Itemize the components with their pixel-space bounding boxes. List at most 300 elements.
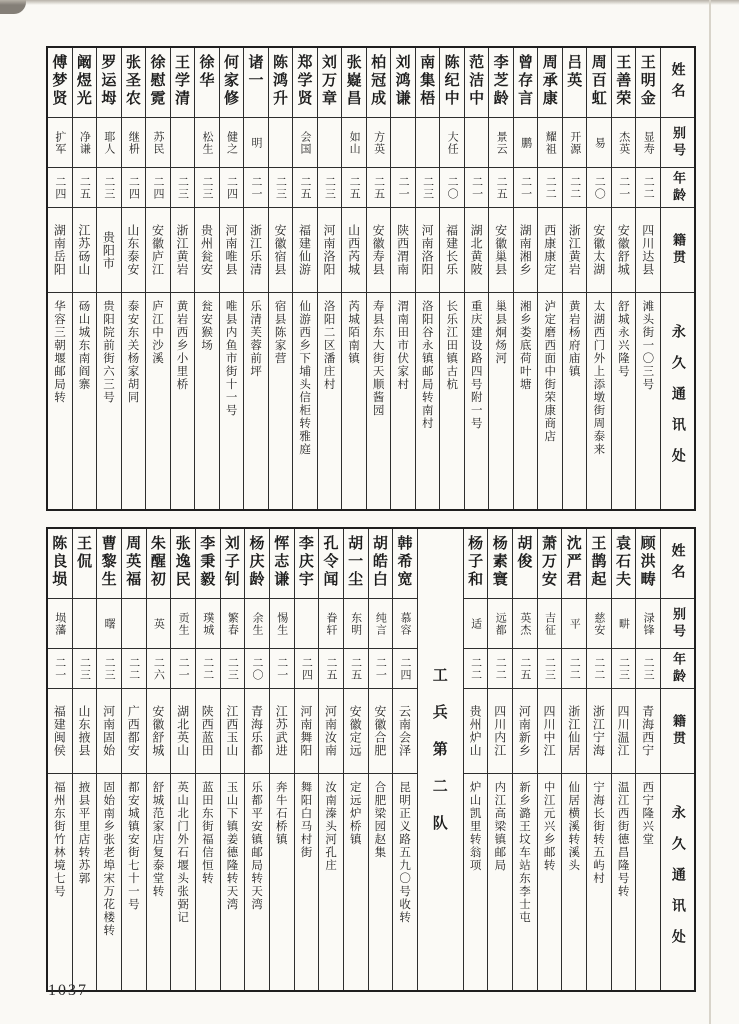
person-name: 李芝龄: [489, 48, 513, 118]
person-name: 曾存言: [514, 48, 538, 118]
person-column: [611, 48, 636, 509]
person-alias: 易: [587, 118, 611, 168]
person-native-place: 四川内江: [488, 689, 512, 774]
person-alias: 畊: [612, 599, 636, 649]
person-age: 二五: [342, 168, 366, 208]
person-name: 恽志谦: [270, 529, 294, 599]
person-native-place: 陕西渭南: [391, 208, 415, 293]
person-address: 奔牛石桥镇: [274, 781, 289, 846]
person-alias: 平: [562, 599, 586, 649]
person-alias: 眷轩: [319, 599, 343, 649]
person-age: 二一: [171, 649, 195, 689]
person-alias: 方英: [367, 118, 391, 168]
person-column: [72, 48, 97, 509]
person-name: 吕英: [563, 48, 587, 118]
person-age: 二二: [587, 649, 611, 689]
person-address: 新乡潞王坟车站东李士屯: [517, 781, 532, 924]
person-column: [243, 48, 268, 509]
person-column: [318, 529, 343, 990]
person-column: [537, 529, 562, 990]
person-name: 孔令闻: [319, 529, 343, 599]
person-native-place: 河南洛阳: [416, 208, 440, 293]
person-native-place: 青海西宁: [636, 689, 660, 774]
person-native-place: 江苏武进: [270, 689, 294, 774]
person-age: 二三: [612, 649, 636, 689]
person-address: 炉山凯里转翁项: [468, 781, 483, 872]
person-native-place: 山西芮城: [342, 208, 366, 293]
person-alias: 继枡: [122, 118, 146, 168]
person-alias: [295, 599, 319, 649]
person-age: 二一: [514, 168, 538, 208]
person-address: 温江西街德昌隆号转: [616, 781, 631, 898]
person-native-place: 河南汝南: [319, 689, 343, 774]
person-address: 洛阳二区潘庄村: [322, 300, 337, 391]
person-alias: 渌锋: [636, 599, 660, 649]
person-address: 乐清芙蓉前坪: [249, 300, 264, 378]
person-alias: [465, 118, 489, 168]
person-age: 二五: [73, 168, 97, 208]
person-native-place: 福建仙游: [293, 208, 317, 293]
header-native: 籍贯: [661, 689, 694, 774]
person-name: 顾洪畴: [636, 529, 660, 599]
section-divider: [417, 529, 463, 990]
scan-edge-right: [709, 0, 711, 1024]
person-column: [586, 48, 611, 509]
person-address: 巢县炯炀河: [494, 300, 509, 365]
person-column: [170, 48, 195, 509]
person-native-place: 四川达县: [636, 208, 660, 293]
person-native-place: 陕西蓝田: [196, 689, 220, 774]
person-address: 中江元兴乡邮转: [542, 781, 557, 872]
person-name: 张圣农: [122, 48, 146, 118]
person-native-place: 安徽宿县: [269, 208, 293, 293]
person-alias: 远都: [488, 599, 512, 649]
person-address: 西宁隆兴堂: [641, 781, 656, 846]
person-column: [96, 48, 121, 509]
person-address: 重庆建设路四号附一号: [469, 300, 484, 430]
person-address: 瓮安猴场: [200, 300, 215, 352]
person-native-place: 湖北英山: [171, 689, 195, 774]
person-native-place: 安徽太湖: [587, 208, 611, 293]
person-age: 二四: [220, 168, 244, 208]
person-age: 二四: [393, 649, 417, 689]
person-age: 二三: [538, 649, 562, 689]
person-alias: 英: [147, 599, 171, 649]
person-native-place: 湖北黄陂: [465, 208, 489, 293]
person-alias: 璞城: [196, 599, 220, 649]
person-native-place: 湖南湘乡: [514, 208, 538, 293]
person-name: 杨子和: [464, 529, 488, 599]
person-name: 王善荣: [612, 48, 636, 118]
person-alias: 曙: [97, 599, 121, 649]
person-address: 长乐江田镇古杭: [445, 300, 460, 391]
person-column: [415, 48, 440, 509]
person-name: 周百虹: [587, 48, 611, 118]
person-address: 宿县陈家营: [273, 300, 288, 365]
person-name: 王明金: [636, 48, 660, 118]
person-column: [145, 48, 170, 509]
person-column: [244, 529, 269, 990]
person-address: 合肥梁园赵集: [373, 781, 388, 859]
person-age: 二四: [295, 649, 319, 689]
person-age: 二一: [612, 168, 636, 208]
table-columns: [48, 48, 694, 509]
person-age: 二五: [367, 168, 391, 208]
person-column: [195, 529, 220, 990]
person-alias: 松生: [195, 118, 219, 168]
person-native-place: 安徽舒城: [147, 689, 171, 774]
person-address: 太湖西门外上添墩街周泰来: [592, 300, 607, 456]
person-address: 固始南乡张老埠宋万花楼转: [102, 781, 117, 937]
person-address: 福州东街竹林境七号: [52, 781, 67, 898]
person-alias: 鹏: [514, 118, 538, 168]
person-name: 陈良埙: [48, 529, 72, 599]
person-name: 胡皓白: [369, 529, 393, 599]
person-name: 南集梧: [416, 48, 440, 118]
person-native-place: 浙江黄岩: [563, 208, 587, 293]
person-alias: [73, 599, 97, 649]
person-column: [635, 48, 660, 509]
person-column: [72, 529, 97, 990]
person-name: 胡俊: [513, 529, 537, 599]
person-alias: [391, 118, 415, 168]
person-native-place: 安徽舒城: [612, 208, 636, 293]
person-age: 二一: [48, 649, 72, 689]
person-age: 二〇: [440, 168, 464, 208]
person-column: [366, 48, 391, 509]
person-alias: 纯言: [369, 599, 393, 649]
person-age: 二二: [562, 649, 586, 689]
person-age: 二一: [369, 649, 393, 689]
person-name: 周承康: [538, 48, 562, 118]
person-address: 渭南田市伏家村: [396, 300, 411, 391]
person-alias: 繁春: [221, 599, 245, 649]
person-age: 二二: [464, 649, 488, 689]
person-native-place: 广西都安: [122, 689, 146, 774]
person-native-place: 安徽寿县: [367, 208, 391, 293]
person-name: 张逸民: [171, 529, 195, 599]
person-column: [463, 529, 488, 990]
person-name: 王侃: [73, 529, 97, 599]
person-address: 仙游西乡下埔头信柜转雅庭: [298, 300, 313, 456]
person-name: 韩希宽: [393, 529, 417, 599]
person-column: [96, 529, 121, 990]
person-address: 掖县平里店转苏郭: [77, 781, 92, 885]
header-alias: 别号: [661, 118, 694, 168]
person-age: 二四: [48, 168, 72, 208]
person-age: 二五: [489, 168, 513, 208]
person-address: 黄岩杨府庙镇: [567, 300, 582, 378]
person-name: 刘万章: [318, 48, 342, 118]
person-address: 黄岩西乡小里桥: [175, 300, 190, 391]
person-age: 二二: [122, 649, 146, 689]
person-address: 仙居横溪转溪头: [567, 781, 582, 872]
header-name: 姓名: [661, 529, 694, 599]
person-address: 泸定磨西面中街荣康商店: [543, 300, 558, 443]
person-address: 舒城范家店复泰堂转: [151, 781, 166, 898]
person-column: [343, 529, 368, 990]
person-age: 二一: [465, 168, 489, 208]
person-age: 二三: [73, 649, 97, 689]
person-column: [635, 529, 660, 990]
person-column: [170, 529, 195, 990]
person-alias: 会国: [293, 118, 317, 168]
person-alias: 健之: [220, 118, 244, 168]
person-name: 杨素寰: [488, 529, 512, 599]
person-native-place: 安徽定远: [344, 689, 368, 774]
person-address: 滩头街一〇三号: [641, 300, 656, 391]
person-name: 傅梦贤: [48, 48, 72, 118]
person-age: 二五: [344, 649, 368, 689]
person-native-place: 河南固始: [97, 689, 121, 774]
header-native: 籍贯: [661, 208, 694, 293]
person-age: 二三: [416, 168, 440, 208]
person-alias: 苏民: [146, 118, 170, 168]
person-native-place: 青海乐都: [245, 689, 269, 774]
person-age: 二五: [513, 649, 537, 689]
person-address: 汝南溱头河孔庄: [324, 781, 339, 872]
person-native-place: 河南洛阳: [318, 208, 342, 293]
person-column: [121, 48, 146, 509]
person-alias: 吉征: [538, 599, 562, 649]
person-address: 都安城镇安街七十一号: [126, 781, 141, 911]
person-column: [292, 48, 317, 509]
header-age: 年龄: [661, 168, 694, 208]
person-age: 二二: [538, 168, 562, 208]
person-column: [368, 529, 393, 990]
person-name: 郑学贤: [293, 48, 317, 118]
person-address: 庐江中沙溪: [151, 300, 166, 365]
person-address: 英山北门外石堰头张弼记: [176, 781, 191, 924]
person-name: 李秉毅: [196, 529, 220, 599]
header-alias: 别号: [661, 599, 694, 649]
person-native-place: 河南新乡: [513, 689, 537, 774]
person-native-place: 四川温江: [612, 689, 636, 774]
person-age: 二一: [244, 168, 268, 208]
person-column: [390, 48, 415, 509]
person-name: 沈严君: [562, 529, 586, 599]
person-age: 二六: [147, 649, 171, 689]
person-column: [194, 48, 219, 509]
person-name: 范洁中: [465, 48, 489, 118]
person-native-place: 浙江乐清: [244, 208, 268, 293]
person-native-place: 安徽合肥: [369, 689, 393, 774]
person-alias: [416, 118, 440, 168]
person-address: 洛阳谷永镇邮局转南村: [420, 300, 435, 430]
person-address: 定远炉桥镇: [348, 781, 363, 846]
table-columns: [48, 529, 694, 990]
person-alias: 耶人: [97, 118, 121, 168]
person-name: 诸一: [244, 48, 268, 118]
person-native-place: 安徽庐江: [146, 208, 170, 293]
page-number: 1037: [48, 982, 88, 999]
person-age: 二三: [636, 649, 660, 689]
person-native-place: 贵州瓮安: [195, 208, 219, 293]
person-alias: 显寿: [636, 118, 660, 168]
person-column: [294, 529, 319, 990]
person-alias: 景云: [489, 118, 513, 168]
person-age: 二二: [488, 649, 512, 689]
person-native-place: 贵州炉山: [464, 689, 488, 774]
person-name: 陈鸿升: [269, 48, 293, 118]
person-column: [392, 529, 417, 990]
person-name: 王学清: [171, 48, 195, 118]
person-address: 华容三朝堰邮局转: [52, 300, 67, 404]
person-age: 二四: [122, 168, 146, 208]
section-divider-label: 工兵第二队: [430, 667, 449, 852]
person-age: 二〇: [245, 649, 269, 689]
person-column: [487, 529, 512, 990]
person-alias: 扩军: [48, 118, 72, 168]
person-column: [121, 529, 146, 990]
person-native-place: 河南唯县: [220, 208, 244, 293]
person-name: 杨庆龄: [245, 529, 269, 599]
person-age: 二二: [636, 168, 660, 208]
person-alias: 东明: [344, 599, 368, 649]
scan-edge-top: [0, 0, 739, 5]
person-age: 二二: [196, 649, 220, 689]
person-alias: 耀祖: [538, 118, 562, 168]
person-native-place: 浙江仙居: [562, 689, 586, 774]
person-native-place: 西康康定: [538, 208, 562, 293]
person-column: [48, 48, 72, 509]
person-name: 萧万安: [538, 529, 562, 599]
person-age: 二一: [391, 168, 415, 208]
person-column: [48, 529, 72, 990]
person-address: 宁海长街转五屿村: [591, 781, 606, 885]
person-name: 刘鸿谦: [391, 48, 415, 118]
person-column: [220, 529, 245, 990]
person-age: 二五: [293, 168, 317, 208]
person-address: 唯县内鱼市街十一号: [224, 300, 239, 417]
person-alias: 如山: [342, 118, 366, 168]
person-native-place: 云南会泽: [393, 689, 417, 774]
person-native-place: 浙江宁海: [587, 689, 611, 774]
person-age: 二三: [97, 168, 121, 208]
header-address: 永久通讯处: [669, 323, 686, 479]
person-column: [268, 48, 293, 509]
person-alias: 杰英: [612, 118, 636, 168]
person-address: 舒城永兴隆号: [616, 300, 631, 378]
person-address: 湘乡娄底荷叶塘: [518, 300, 533, 391]
person-name: 袁石夫: [612, 529, 636, 599]
person-age: 二一: [270, 649, 294, 689]
person-alias: 明: [244, 118, 268, 168]
person-address: 乐都平安镇邮局转天湾: [250, 781, 265, 911]
person-name: 朱醒初: [147, 529, 171, 599]
directory-table-bottom: [46, 527, 696, 992]
header-name: 姓名: [661, 48, 694, 118]
person-address: 昆明正义路五九〇号收转: [398, 781, 413, 924]
person-native-place: 安徽巢县: [489, 208, 513, 293]
person-alias: [122, 599, 146, 649]
person-name: 陈纪中: [440, 48, 464, 118]
person-alias: 净谦: [73, 118, 97, 168]
person-name: 王鹊起: [587, 529, 611, 599]
header-column: [660, 529, 694, 990]
person-column: [317, 48, 342, 509]
person-column: [488, 48, 513, 509]
person-alias: 惕生: [270, 599, 294, 649]
person-age: 二三: [318, 168, 342, 208]
person-alias: [269, 118, 293, 168]
person-alias: [318, 118, 342, 168]
person-age: 二三: [269, 168, 293, 208]
person-age: 二三: [195, 168, 219, 208]
person-column: [341, 48, 366, 509]
person-column: [146, 529, 171, 990]
person-name: 刘子钊: [221, 529, 245, 599]
person-address: 寿县东大街天顺酱园: [371, 300, 386, 417]
person-column: [562, 48, 587, 509]
person-column: [219, 48, 244, 509]
person-column: [512, 529, 537, 990]
header-age: 年龄: [661, 649, 694, 689]
person-age: 二〇: [587, 168, 611, 208]
person-native-place: 山东掖县: [73, 689, 97, 774]
person-column: [611, 529, 636, 990]
header-address: 永久通讯处: [669, 804, 686, 960]
person-age: 二二: [563, 168, 587, 208]
person-alias: 慕容: [393, 599, 417, 649]
person-address: 泰安东关杨家胡同: [126, 300, 141, 404]
person-address: 舞阳白马村街: [299, 781, 314, 859]
person-name: 何家修: [220, 48, 244, 118]
person-alias: 埙藩: [48, 599, 72, 649]
person-column: [464, 48, 489, 509]
person-alias: 余生: [245, 599, 269, 649]
person-age: 二三: [221, 649, 245, 689]
person-address: 砀山城东南阎寨: [77, 300, 92, 391]
person-column: [269, 529, 294, 990]
person-name: 徐慰霓: [146, 48, 170, 118]
person-column: [439, 48, 464, 509]
person-native-place: 浙江黄岩: [171, 208, 195, 293]
person-native-place: 江苏砀山: [73, 208, 97, 293]
person-column: [513, 48, 538, 509]
person-address: 玉山下镇姜德隆转天湾: [225, 781, 240, 911]
person-alias: 贡生: [171, 599, 195, 649]
person-alias: 慈安: [587, 599, 611, 649]
person-native-place: 湖南岳阳: [48, 208, 72, 293]
person-name: 李庆宇: [295, 529, 319, 599]
person-name: 曹黎生: [97, 529, 121, 599]
person-alias: 英杰: [513, 599, 537, 649]
person-alias: 适: [464, 599, 488, 649]
person-name: 周英福: [122, 529, 146, 599]
person-column: [586, 529, 611, 990]
header-column: [660, 48, 694, 509]
person-column: [537, 48, 562, 509]
person-alias: 开源: [563, 118, 587, 168]
person-address: 内江高梁镇邮局: [493, 781, 508, 872]
person-address: 贵阳院前街六三号: [102, 300, 116, 404]
person-name: 罗运坶: [97, 48, 121, 118]
person-age: 二四: [146, 168, 170, 208]
person-name: 徐华: [195, 48, 219, 118]
person-name: 阚煜光: [73, 48, 97, 118]
person-address: 蓝田东街福信恒转: [200, 781, 215, 885]
person-alias: 大任: [440, 118, 464, 168]
person-age: 二五: [319, 649, 343, 689]
directory-table-top: [46, 46, 696, 511]
person-name: 胡一尘: [344, 529, 368, 599]
person-native-place: 四川中江: [538, 689, 562, 774]
person-native-place: 江西玉山: [221, 689, 245, 774]
person-native-place: 福建闽侯: [48, 689, 72, 774]
person-name: 张嶷昌: [342, 48, 366, 118]
person-name: 柏冠成: [367, 48, 391, 118]
